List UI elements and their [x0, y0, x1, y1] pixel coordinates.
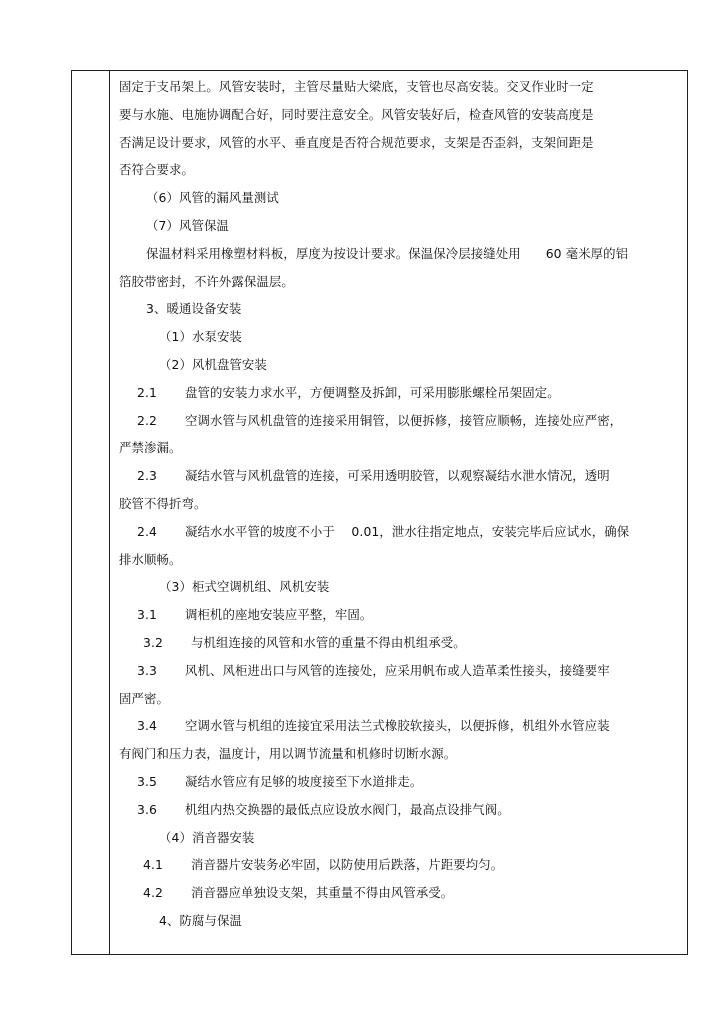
line-text: 严禁渗漏。 — [119, 440, 182, 456]
text-line — [119, 295, 685, 323]
line-text: 盘管的安装力求水平，方便调整及拆卸，可采用膨胀螺栓吊架固定。 — [185, 384, 560, 400]
text-line — [119, 379, 685, 407]
item-number: 3.3 — [137, 662, 158, 678]
text-line — [119, 518, 685, 546]
text-line — [119, 156, 685, 184]
text-line — [119, 462, 685, 490]
item-number: 3.6 — [137, 801, 158, 817]
text-line — [119, 573, 685, 601]
text-line — [119, 184, 685, 212]
line-text: 空调水管与风机盘管的连接采用铜管，以便拆修，接管应顺畅，连接处应严密， — [185, 412, 623, 428]
text-line — [119, 740, 685, 768]
line-text: 凝结水管应有足够的坡度接至下水道排走。 — [185, 773, 423, 789]
line-text: 4、防腐与保温 — [159, 912, 242, 928]
line-text: 要与水施、电施协调配合好，同时要注意安全。风管安装好后，检查风管的安装高度是 — [119, 106, 594, 122]
line-text: （1）水泵安装 — [159, 329, 242, 345]
text-line — [119, 712, 685, 740]
item-number: 4.2 — [143, 885, 164, 901]
text-line — [119, 73, 685, 101]
item-number: 3.4 — [137, 718, 158, 734]
text-line — [119, 601, 685, 629]
item-number: 2.3 — [137, 468, 158, 484]
line-text: （3）柜式空调机组、风机安装 — [159, 579, 330, 595]
text-line — [119, 657, 685, 685]
line-text: 胶管不得折弯。 — [119, 495, 207, 511]
item-number: 2.1 — [137, 384, 158, 400]
line-text: 与机组连接的风管和水管的重量不得由机组承受。 — [191, 634, 466, 650]
text-line — [119, 546, 685, 574]
line-text: 否满足设计要求，风管的水平、垂直度是否符合规范要求，支架是否歪斜，支架间距是 — [119, 134, 594, 150]
line-text: （7）风管保温 — [146, 217, 229, 233]
item-number: 2.4 — [137, 523, 158, 539]
text-line — [119, 101, 685, 129]
line-text: 机组内热交换器的最低点应设放水阀门，最高点设排气阀。 — [185, 801, 510, 817]
line-text: 排水顺畅。 — [119, 551, 182, 567]
line-text: 箔胶带密封，不许外露保温层。 — [119, 273, 294, 289]
line-text: 凝结水管与风机盘管的连接，可采用透明胶管，以观察凝结水泄水情况，透明 — [185, 468, 610, 484]
text-line — [119, 907, 685, 935]
text-line — [119, 490, 685, 518]
line-text: 调柜机的座地安装应平整，牢固。 — [185, 607, 373, 623]
item-number: 3.1 — [137, 607, 158, 623]
line-text: 否符合要求。 — [119, 162, 194, 178]
line-text: （6）风管的漏风量测试 — [146, 190, 279, 206]
line-text: 消音器片安装务必牢固，以防使用后跌落，片距要均匀。 — [191, 857, 504, 873]
line-text: 固严密。 — [119, 690, 169, 706]
text-line — [119, 434, 685, 462]
item-number: 3.2 — [143, 634, 164, 650]
text-line — [119, 685, 685, 713]
text-line — [119, 351, 685, 379]
line-text: （4）消音器安装 — [159, 829, 255, 845]
text-line — [119, 879, 685, 907]
line-text: 3、暖通设备安装 — [146, 301, 242, 317]
text-line — [119, 240, 685, 268]
item-number: 3.5 — [137, 773, 158, 789]
text-line — [119, 824, 685, 852]
text-line — [119, 768, 685, 796]
document-content — [119, 73, 685, 935]
text-line — [119, 796, 685, 824]
text-line — [119, 323, 685, 351]
text-line — [119, 407, 685, 435]
text-line — [119, 629, 685, 657]
line-text: 固定于支吊架上。风管安装时，主管尽量贴大梁底，支管也尽高安装。交叉作业时一定 — [119, 79, 594, 94]
text-line — [119, 212, 685, 240]
left-column — [72, 71, 110, 954]
line-text: 保温材料采用橡塑材料板，厚度为按设计要求。保温保冷层接缝处用 60 毫米厚的铝 — [146, 245, 629, 261]
line-text: 风机、风柜进出口与风管的连接处，应采用帆布或人造革柔性接头，接缝要牢 — [185, 662, 610, 678]
item-number: 4.1 — [143, 857, 164, 873]
line-text: 凝结水水平管的坡度不小于 0.01，泄水往指定地点，安装完毕后应试水，确保 — [185, 523, 630, 539]
document-table — [71, 70, 688, 955]
line-text: 有阀门和压力表，温度计，用以调节流量和机修时切断水源。 — [119, 746, 457, 762]
text-line — [119, 268, 685, 296]
text-line — [119, 129, 685, 157]
line-text: （2）风机盘管安装 — [159, 356, 267, 372]
line-text: 空调水管与机组的连接宜采用法兰式橡胶软接头，以便拆修，机组外水管应装 — [185, 718, 610, 734]
text-line — [119, 851, 685, 879]
line-text: 消音器应单独设支架，其重量不得由风管承受。 — [191, 885, 454, 901]
item-number: 2.2 — [137, 412, 158, 428]
